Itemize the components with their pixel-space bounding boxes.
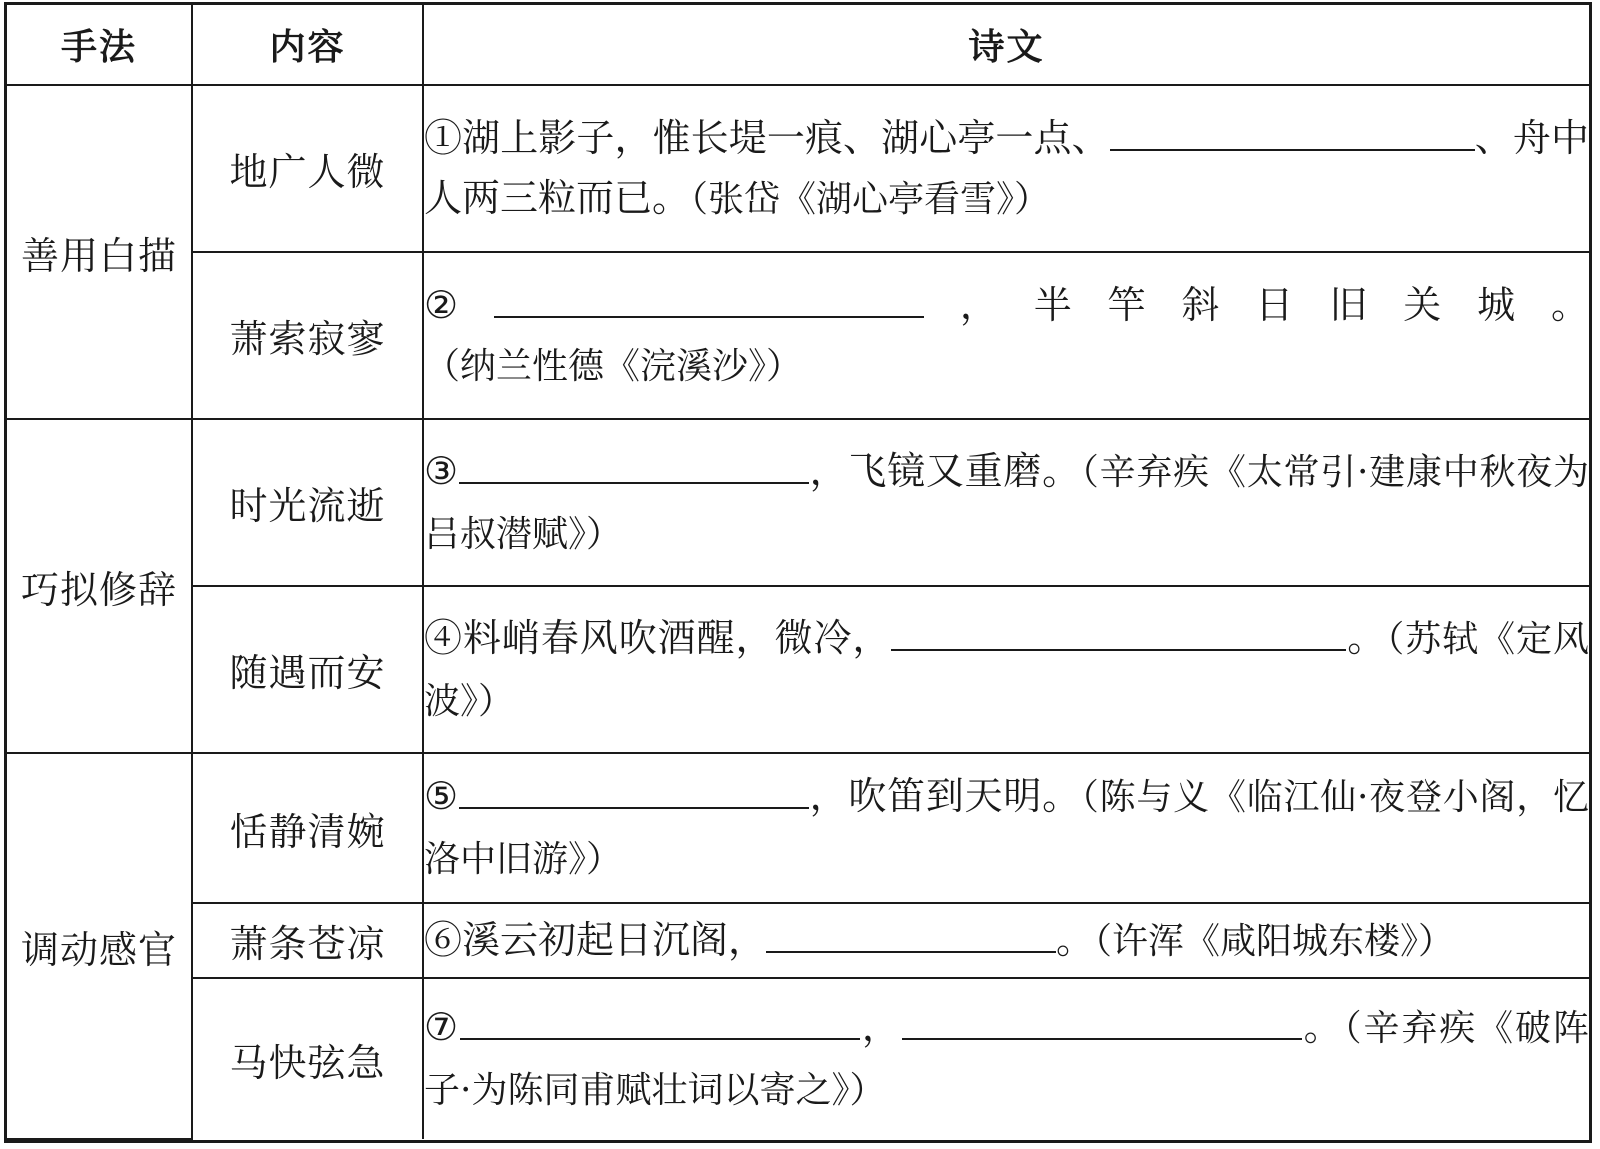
content-cell: 地广人微 xyxy=(192,85,423,252)
table-row xyxy=(7,85,1589,252)
answer-blank[interactable] xyxy=(1110,119,1475,151)
poem-source: （张岱《湖心亭看雪》） xyxy=(690,178,1051,220)
poem-text-before: ⑥溪云初起日沉阁， xyxy=(424,917,767,962)
poem-text-after: 。 xyxy=(1301,1005,1344,1049)
content-cell: 随遇而安 xyxy=(192,586,423,753)
poem-cell xyxy=(423,586,1589,753)
answer-blank[interactable] xyxy=(460,1008,860,1040)
answer-blank[interactable] xyxy=(459,452,809,484)
table-row xyxy=(7,252,1589,419)
answer-blank[interactable] xyxy=(902,1008,1302,1040)
content-cell: 马快弦急 xyxy=(192,978,423,1139)
method-cell-ganguan: 调动感官 xyxy=(7,753,192,1139)
poem-cell xyxy=(423,85,1589,252)
content-cell: 时光流逝 xyxy=(192,419,423,586)
poem-text-before: ② xyxy=(424,282,494,327)
poem-cell xyxy=(423,252,1589,419)
content-cell: 萧索寂寥 xyxy=(192,252,423,419)
poem-text-middle: ， xyxy=(859,1005,902,1049)
poem-source: （辛弃疾《破阵子·为陈同甫赋壮词以寄之》） xyxy=(424,1008,1589,1111)
poem-text-after: 。 xyxy=(1346,615,1387,660)
answer-blank[interactable] xyxy=(766,921,1056,953)
table-grid xyxy=(7,5,1589,1140)
poem-source: （苏轼《定风波》） xyxy=(424,618,1589,722)
poem-text-after: 。 xyxy=(1056,917,1095,962)
method-cell-baimiao: 善用白描 xyxy=(7,85,192,419)
header-content: 内容 xyxy=(192,5,423,85)
poem-source: （辛弃疾《太常引·建康中秋夜为吕叔潜赋》） xyxy=(424,451,1589,555)
answer-blank[interactable] xyxy=(494,286,924,318)
table-header-row xyxy=(7,5,1589,85)
poem-cell xyxy=(423,419,1589,586)
poem-source: （陈与义《临江仙·夜登小阁，忆洛中旧游》） xyxy=(424,777,1589,880)
poem-text-before: ①湖上影子，惟长堤一痕、湖心亭一点、 xyxy=(424,115,1110,160)
header-method: 手法 xyxy=(7,5,192,85)
table-row xyxy=(7,903,1589,978)
poem-text-after: 、舟中人两三粒而已。 xyxy=(424,115,1589,220)
table-row xyxy=(7,419,1589,586)
poem-source: （纳兰性德《浣溪沙》） xyxy=(424,345,803,387)
poem-text-after: ，飞镜又重磨。 xyxy=(808,448,1081,493)
content-cell: 恬静清婉 xyxy=(192,753,423,903)
poem-text-after: ，半竿斜日旧关城。 xyxy=(923,282,1589,327)
poetry-table xyxy=(4,2,1592,1143)
poem-cell xyxy=(423,753,1589,903)
table-row xyxy=(7,978,1589,1139)
poem-cell xyxy=(423,978,1589,1139)
poem-source: （许浑《咸阳城东楼》） xyxy=(1094,920,1455,962)
poem-text-before: ④料峭春风吹酒醒，微冷， xyxy=(424,615,892,660)
content-cell: 萧条苍凉 xyxy=(192,903,423,978)
answer-blank[interactable] xyxy=(459,777,809,809)
poem-text-before: ③ xyxy=(424,448,459,493)
answer-blank[interactable] xyxy=(891,619,1346,651)
header-poem: 诗文 xyxy=(423,5,1589,85)
table-row xyxy=(7,753,1589,903)
method-cell-nixiuci: 巧拟修辞 xyxy=(7,419,192,753)
poem-text-before: ⑤ xyxy=(424,774,459,818)
poem-text-after: ，吹笛到天明。 xyxy=(808,774,1081,818)
table-row xyxy=(7,586,1589,753)
poem-cell xyxy=(423,903,1589,978)
poem-text-before: ⑦ xyxy=(424,1005,460,1049)
